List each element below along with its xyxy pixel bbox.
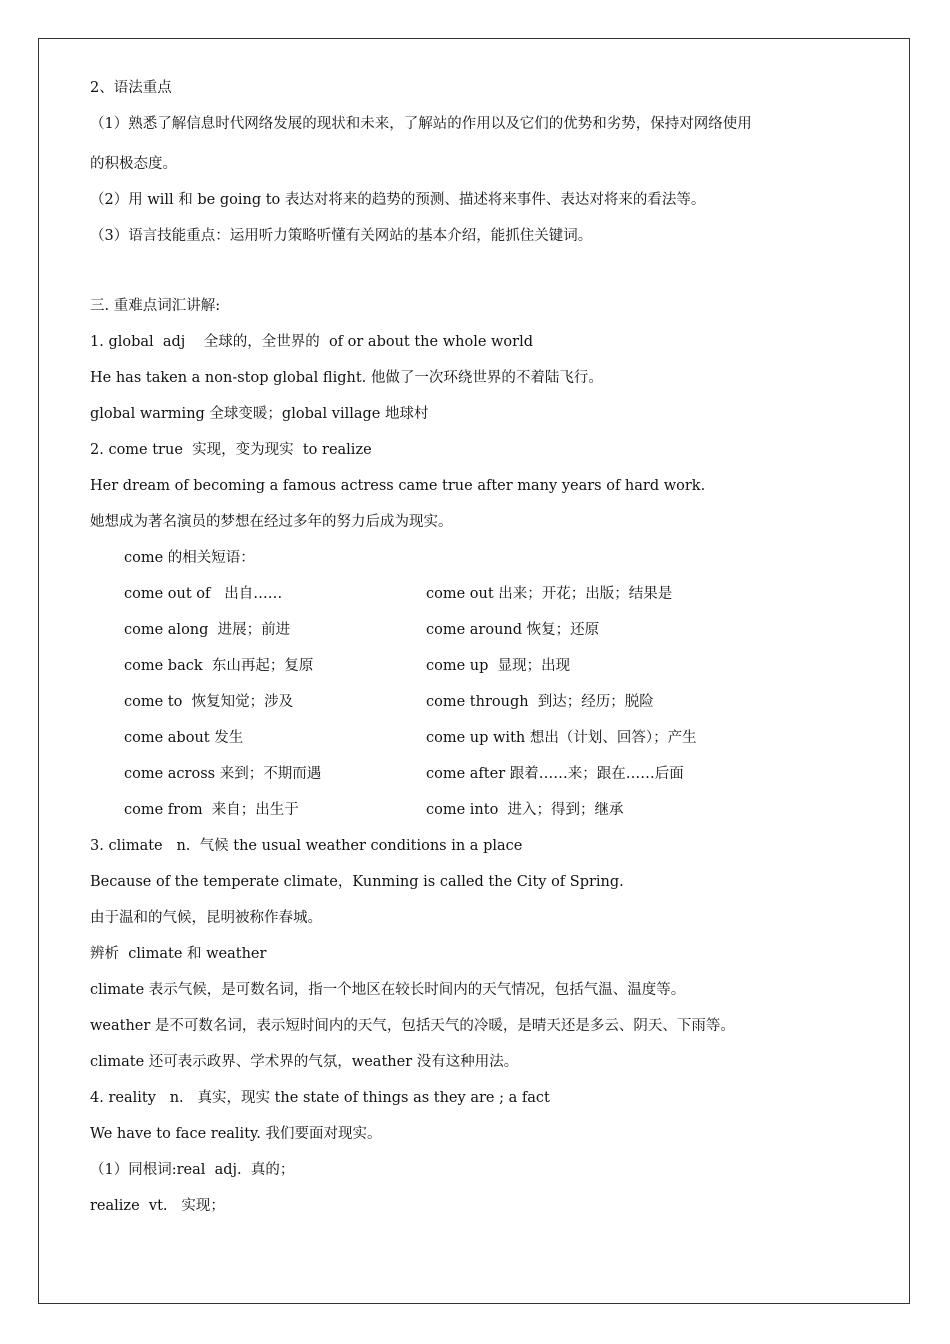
phrases-global: global warming 全球变暖；global village 地球村 [90,406,429,422]
compare-usage: climate 还可表示政界、学术界的气氛，weather 没有这种用法。 [90,1054,519,1070]
phrase-left: come from 来自；出生于 [124,802,299,818]
come-phrases-title: come 的相关短语： [124,550,255,566]
grammar-heading: 2、语法重点 [90,80,172,96]
example-reality: We have to face reality. 我们要面对现实。 [90,1126,382,1142]
phrase-right: come up with 想出（计划、回答）；产生 [426,730,697,746]
related-real: （1）同根词:real adj. 真的； [90,1162,295,1178]
entry-climate: 3. climate n. 气候 the usual weather conditions in a place [90,838,523,854]
example-come-true-zh: 她想成为著名演员的梦想在经过多年的努力后成为现实。 [90,514,453,530]
phrase-right: come into 进入；得到；继承 [426,802,624,818]
entry-come-true: 2. come true 实现，变为现实 to realize [90,442,372,458]
phrase-right: come around 恢复；还原 [426,622,600,638]
phrase-right: come up 显现；出现 [426,658,571,674]
phrase-left: come to 恢复知觉；涉及 [124,694,294,710]
compare-climate: climate 表示气候，是可数名词，指一个地区在较长时间内的天气情况，包括气温、温度等。 [90,982,686,998]
phrase-right: come after 跟着……来；跟在……后面 [426,766,684,782]
example-come-true-en: Her dream of becoming a famous actress came true after many years of hard work. [90,478,706,494]
grammar-item-1-cont: 的积极态度。 [90,156,177,172]
compare-title: 辨析 climate 和 weather [90,946,267,962]
phrase-left: come along 进展；前进 [124,622,291,638]
compare-weather: weather 是不可数名词，表示短时间内的天气，包括天气的冷暖，是晴天还是多云、阴天、下雨等。 [90,1018,735,1034]
grammar-item-2: （2）用 will 和 be going to 表达对将来的趋势的预测、描述将来事件、表达对将来的看法等。 [90,192,706,208]
example-global: He has taken a non-stop global flight. 他做了一次环绕世界的不着陆飞行。 [90,370,603,386]
example-climate-en: Because of the temperate climate，Kunming is called the City of Spring. [90,874,624,890]
phrase-right: come through 到达；经历；脱险 [426,694,654,710]
phrase-left: come out of 出自…… [124,586,283,602]
phrase-left: come back 东山再起；复原 [124,658,314,674]
grammar-item-3: （3）语言技能重点：运用听力策略听懂有关网站的基本介绍，能抓住关键词。 [90,228,593,244]
grammar-item-1: （1）熟悉了解信息时代网络发展的现状和未来，了解站的作用以及它们的优势和劣势，保持对网络使用 [90,116,752,132]
phrase-left: come across 来到；不期而遇 [124,766,322,782]
entry-reality: 4. reality n. 真实，现实 the state of things as they are ; a fact [90,1090,550,1106]
phrase-left: come about 发生 [124,730,244,746]
example-climate-zh: 由于温和的气候，昆明被称作春城。 [90,910,322,926]
related-realize: realize vt. 实现； [90,1198,225,1214]
vocab-heading: 三. 重难点词汇讲解: [90,298,221,314]
phrase-right: come out 出来；开花；出版；结果是 [426,586,673,602]
entry-global: 1. global adj 全球的，全世界的 of or about the whole world [90,334,534,350]
